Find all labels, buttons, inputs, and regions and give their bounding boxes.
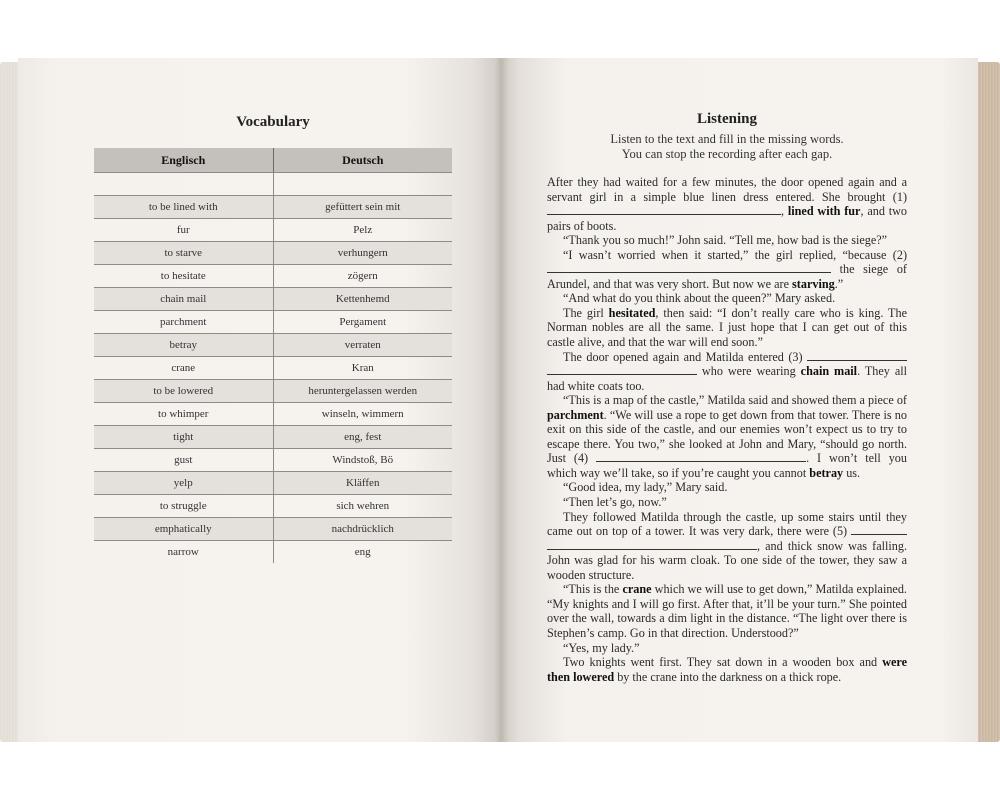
table-row <box>94 495 452 518</box>
listening-title: Listening <box>696 111 757 127</box>
german-term: verhungern <box>273 242 452 265</box>
gap-5a-blank[interactable] <box>851 524 907 535</box>
english-term: crane <box>94 357 273 380</box>
german-term: eng, fest <box>273 426 452 449</box>
table-row <box>94 541 452 564</box>
paragraph-3: “I wasn’t worried when it started,” the girl replied, “because (2) the siege of Arundel, and that was very short. But now we are starving.” <box>547 247 907 291</box>
english-term: chain mail <box>94 288 273 311</box>
german-term: eng <box>354 546 371 558</box>
paragraph-12: “Yes, my lady.” <box>563 640 640 655</box>
german-term: Windstoß, Bö <box>273 449 452 472</box>
paragraph-7: “This is a map of the castle,” Matilda said and showed them a piece of parchment. “We will use a rope to get down from that tower. There is no exit on this side of the castle, and our enemies won’t expect us to try to escape there. You two,” she looked at John and Mary, “should go north. Just (4) . I won’t tell you which way we’ll take, so if you’re caught you cannot betray us. <box>547 393 907 480</box>
table-row <box>94 265 452 288</box>
german-term: nachdrücklich <box>273 518 452 541</box>
english-term: betray <box>94 334 273 357</box>
german-term: Pergament <box>273 311 452 334</box>
table-row <box>94 196 452 219</box>
paragraph-9: “Then let’s go, now.” <box>563 495 667 510</box>
english-term: to be lined with <box>94 196 273 219</box>
listening-instruction-1: Listen to the text and fill in the missing words. <box>610 132 844 146</box>
english-term: tight <box>94 426 273 449</box>
table-row <box>94 357 452 380</box>
table-row <box>94 472 452 495</box>
right-page-edges <box>976 62 1000 742</box>
english-term: to hesitate <box>94 265 273 288</box>
english-term: parchment <box>94 311 273 334</box>
german-term: Kläffen <box>273 472 452 495</box>
book-gutter <box>494 58 508 742</box>
gap-3a-blank[interactable] <box>807 350 907 361</box>
german-term: verraten <box>273 334 452 357</box>
header-german: Deutsch <box>273 148 452 173</box>
english-term: to whimper <box>94 403 273 426</box>
english-term: emphatically <box>94 518 273 541</box>
header-english: Englisch <box>94 148 273 173</box>
table-spacer-row <box>94 173 452 196</box>
table-row <box>94 242 452 265</box>
gap-2-blank[interactable] <box>547 262 831 273</box>
paragraph-4: “And what do you think about the queen?” Mary asked. <box>563 291 836 306</box>
paragraph-2: “Thank you so much!” John said. “Tell me, how bad is the siege?” <box>563 233 888 248</box>
paragraph-5: The girl hesitated, then said: “I don’t really care who is king. The Norman nobles are all the same. I just hope that I can get out of this castle alive, and that the war will end soon.” <box>547 305 907 350</box>
german-term: gefüttert sein mit <box>273 196 452 219</box>
english-term: to starve <box>94 242 273 265</box>
german-term: winseln, wimmern <box>273 403 452 426</box>
german-term: Pelz <box>273 219 452 242</box>
paragraph-8: “Good idea, my lady,” Mary said. <box>563 480 728 495</box>
english-term: to struggle <box>94 495 273 518</box>
gap-3b-blank[interactable] <box>547 364 697 375</box>
vocabulary-title: Vocabulary <box>236 114 310 130</box>
table-row <box>94 426 452 449</box>
paragraph-13: Two knights went first. They sat down in a wooden box and were then lowered by the crane into the darkness on a thick rope. <box>547 655 907 684</box>
german-term: Kettenhemd <box>273 288 452 311</box>
paragraph-10: They followed Matilda through the castle, up some stairs until they came out on top of a tower. It was very dark, there were (5) , and thick snow was falling. John was glad for his warm cloak. To one side of the tower, they saw a wooden structure. <box>547 509 907 582</box>
table-row <box>94 518 452 541</box>
gap-4-blank[interactable] <box>596 451 806 462</box>
english-term: fur <box>94 219 273 242</box>
german-term: heruntergelassen werden <box>273 380 452 403</box>
paragraph-6: The door opened again and Matilda entered (3) who were wearing chain mail. They all had white coats too. <box>547 349 907 393</box>
vocabulary-rows <box>94 173 452 564</box>
table-row <box>94 334 452 357</box>
gap-1-blank[interactable] <box>547 204 781 215</box>
listening-text <box>547 175 907 684</box>
paragraph-1: After they had waited for a few minutes, the door opened again and a servant girl in a simple blue linen dress entered. She brought (1) , lined with fur, and two pairs of boots. <box>547 175 907 233</box>
paragraph-11: “This is the crane which we will use to get down,” Matilda explained. “My knights and I will go first. After that, it’ll be your turn.” She pointed over the wall, towards a dim light in the distance. “The light over there is Stephen’s camp. Go in that direction. Understood?” <box>547 582 907 640</box>
gap-5b-blank[interactable] <box>547 539 757 550</box>
table-row <box>94 288 452 311</box>
listening-instruction-2: You can stop the recording after each gap. <box>621 147 833 161</box>
table-row <box>94 219 452 242</box>
vocabulary-table <box>94 148 452 563</box>
table-row <box>94 311 452 334</box>
english-term: narrow <box>94 541 273 564</box>
german-term: zögern <box>273 265 452 288</box>
table-row <box>94 449 452 472</box>
table-row <box>94 403 452 426</box>
german-term: sich wehren <box>273 495 452 518</box>
english-term: yelp <box>94 472 273 495</box>
english-term: to be lowered <box>94 380 273 403</box>
german-term: Kran <box>273 357 452 380</box>
english-term: gust <box>94 449 273 472</box>
table-row <box>94 380 452 403</box>
